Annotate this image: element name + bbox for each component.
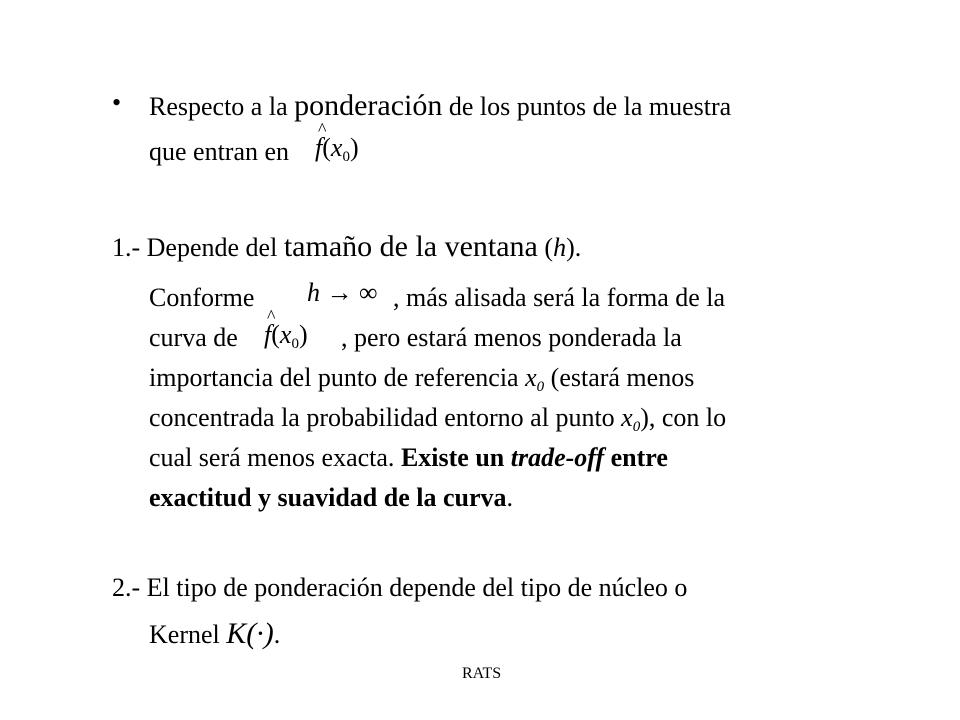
- point1-line-1a: Conforme: [149, 283, 255, 312]
- point1-heading-d: ).: [566, 233, 582, 262]
- infinity-icon: ∞: [359, 278, 378, 307]
- arrow-icon: →: [326, 278, 353, 307]
- point1-line-6-bold: exactitud y suavidad de la curva: [149, 483, 507, 512]
- point1-line-4-text: concentrada la probabilidad entorno al punto: [149, 403, 622, 432]
- bullet-text-a: Respecto a la: [149, 92, 295, 121]
- bullet-text-c: de los puntos de la muestra: [442, 92, 732, 121]
- point1-line-1b: , más alisada será la forma de la: [393, 283, 726, 312]
- point1-line-4: [149, 403, 726, 442]
- point1-line-4-x: x: [621, 403, 633, 432]
- formula-sub: 0: [291, 336, 299, 352]
- footer-label: RATS: [462, 665, 502, 682]
- point2-line-2: [149, 619, 280, 650]
- bullet-symbol: •: [112, 88, 122, 117]
- point2-line-2-end: .: [273, 620, 281, 649]
- formula-paren-close: ): [349, 133, 359, 162]
- point1-line-5-d: entre: [604, 443, 668, 472]
- bullet-keyword: ponderación: [294, 89, 443, 122]
- point2-line-1: 2.- El tipo de ponderación depende del tipo de núcleo o: [112, 573, 688, 602]
- formula-h-to-infinity: [307, 278, 378, 308]
- point2-line-2-a: Kernel: [149, 620, 227, 649]
- formula-paren-open: (: [271, 320, 280, 349]
- formula-f-hat-x0-inline: [264, 320, 308, 353]
- point1-line-3-text: importancia del punto de referencia: [149, 363, 526, 392]
- formula-x: x: [279, 320, 292, 349]
- point1-line-3-end: (estará menos: [544, 363, 695, 392]
- point2-kernel: K(·): [226, 617, 274, 650]
- point1-line-6: [149, 483, 513, 513]
- point1-line-5-a: cual será menos exacta.: [149, 443, 401, 472]
- formula-sub: 0: [342, 149, 350, 165]
- point1-line-2a: curva de: [149, 323, 238, 352]
- point1-line-4-end: ), con lo: [640, 403, 727, 432]
- point1-heading-c: (: [537, 233, 554, 262]
- formula-f: ^ f: [315, 133, 322, 163]
- point1-heading: [112, 232, 581, 263]
- point1-line-5-tradeoff: trade-off: [510, 443, 605, 472]
- bullet-line-2: que entran en: [149, 137, 290, 166]
- formula-paren-open: (: [322, 133, 331, 162]
- point1-line-6-end: .: [506, 483, 514, 512]
- formula-x: x: [330, 133, 343, 162]
- point1-line-4-sub: 0: [632, 419, 641, 435]
- point1-heading-keyword: tamaño de la ventana: [283, 230, 538, 263]
- formula-f-hat-x0: [315, 133, 359, 166]
- point1-line-5: [149, 443, 668, 473]
- formula-h: h: [307, 278, 320, 307]
- formula-paren-close: ): [298, 320, 308, 349]
- point1-line-3: [149, 363, 694, 402]
- bullet-line-1: [149, 91, 731, 122]
- point1-line-2b: , pero estará menos ponderada la: [341, 323, 682, 352]
- formula-f: ^ f: [264, 320, 271, 350]
- point1-heading-a: 1.- Depende del: [112, 233, 284, 262]
- point1-line-5-b: Existe un: [400, 443, 511, 472]
- point1-line-3-sub: 0: [536, 379, 545, 395]
- point1-heading-h: h: [553, 233, 567, 262]
- point1-line-3-x: x: [525, 363, 537, 392]
